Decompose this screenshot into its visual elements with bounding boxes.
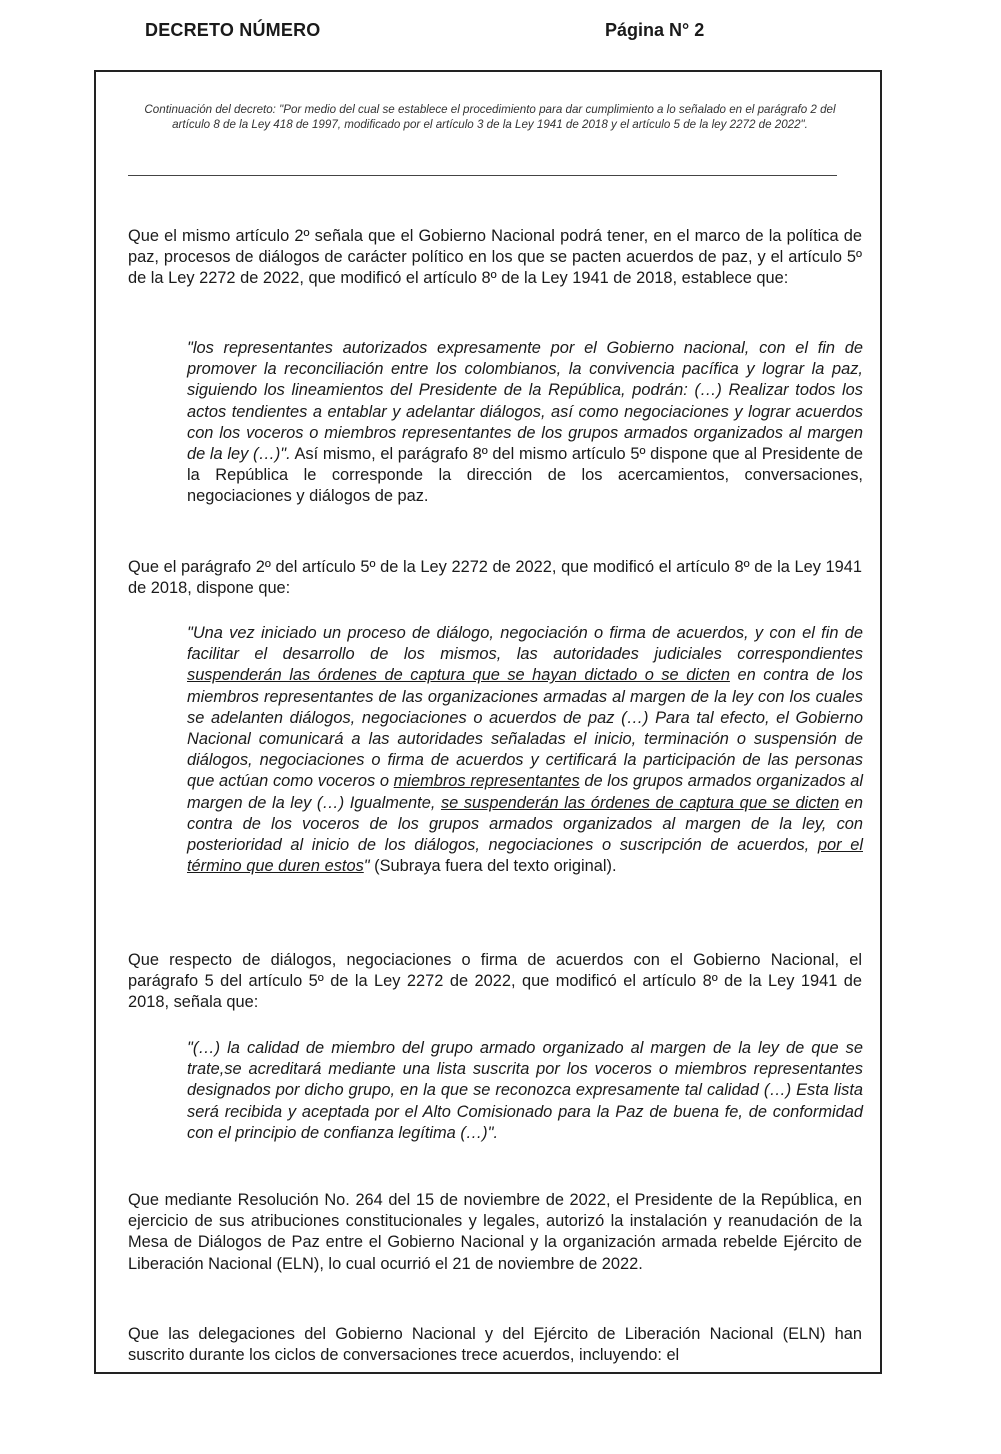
quote-3: "(…) la calidad de miembro del grupo armado organizado al margen de la ley de que se trate,se acreditará mediante una lista suscrita por los voceros o miembros representantes designados por dicho grupo, en la que se reconozca expresamente tal calidad (…) Esta lista será recibida y aceptada por el Alto Comisionado para la Paz de buena fe, de conformidad con el principio de confianza legítima (…)". bbox=[187, 1039, 863, 1142]
quote-2-part-3: de los grupos armados organizados al margen de la ley (…) Igualmente, bbox=[187, 772, 864, 812]
quote-2-underline-1: suspenderán las órdenes de captura que se hayan dictado o se dicten bbox=[187, 666, 730, 685]
quote-2-part-5: " bbox=[363, 857, 370, 876]
decree-number-label: DECRETO NÚMERO bbox=[145, 20, 321, 40]
continuation-note: Continuación del decreto: "Por medio del cual se establece el procedimiento para dar cumplimiento a lo señalado en el parágrafo 2 del artículo 8 de la Ley 418 de 1997, modificado por el artículo 3 de la Ley 1941 de 2018 y el artículo 5 de la ley 2272 de 2022". bbox=[144, 103, 836, 131]
quote-2-note: (Subraya fuera del texto original). bbox=[369, 857, 617, 876]
page-number-label: Página N° 2 bbox=[605, 20, 705, 40]
page-header bbox=[0, 20, 1001, 44]
quote-2-underline-4: por el término que duren estos bbox=[187, 836, 863, 876]
quote-2-part-1: "Una vez iniciado un proceso de diálogo, negociación o firma de acuerdos, y con el fin de facilitar el desarrollo de los mismos, las autoridades judiciales correspondientes bbox=[187, 624, 863, 664]
paragraph-3: Que respecto de diálogos, negociaciones o firma de acuerdos con el Gobierno Nacional, el parágrafo 5 del artículo 5º de la Ley 2272 de 2022, que modificó el artículo 8º de la Ley 1941 de 2018, señala que: bbox=[128, 951, 862, 1012]
quote-2-part-2: en contra de los miembros representantes de las organizaciones armadas al margen de la ley con los cuales se adelanten diálogos, negociaciones o acuerdos de paz (…) Para tal efecto, el Gobierno Nacional comunicará a las autoridades señaladas el inicio, terminación o suspensión de diálogos, negociaciones o firma de acuerdos y certificará la participación de las personas que actúan como voceros o bbox=[187, 666, 863, 791]
quote-2-underline-2: miembros representantes bbox=[393, 772, 580, 791]
quote-1-text: "los representantes autorizados expresamente por el Gobierno nacional, con el fin de promover la reconciliación entre los colombianos, la convivencia pacífica y lograr la paz, siguiendo los lineamientos del Presidente de la República, podrán: (…) Realizar todos los actos tendientes a entablar y adelantar diálogos, así como negociaciones y lograr acuerdos con los voceros o miembros representantes de los grupos armados organizados al margen de la ley (…)". bbox=[187, 339, 863, 464]
paragraph-5: Que las delegaciones del Gobierno Nacional y del Ejército de Liberación Nacional (ELN) han suscrito durante los ciclos de conversaciones trece acuerdos, incluyendo: el bbox=[128, 1325, 862, 1365]
quote-2-part-4: en contra de los voceros de los grupos armados organizados al margen de la ley, con posterioridad al inicio de los diálogos, negociaciones o suscripción de acuerdos, bbox=[187, 793, 864, 855]
quote-1 bbox=[187, 338, 863, 508]
paragraph-4: Que mediante Resolución No. 264 del 15 de noviembre de 2022, el Presidente de la República, en ejercicio de sus atribuciones constitucionales y legales, autorizó la instalación y reanudación de la Mesa de Diálogos de Paz entre el Gobierno Nacional y la organización armada rebelde Ejército de Liberación Nacional (ELN), lo cual ocurrió el 21 de noviembre de 2022. bbox=[128, 1191, 862, 1273]
separator-rule bbox=[128, 175, 837, 176]
quote-1-continuation: Así mismo, el parágrafo 8º del mismo artículo 5º dispone que al Presidente de la República le corresponde la dirección de los acercamientos, conversaciones, negociaciones y diálogos de paz. bbox=[187, 445, 863, 506]
quote-2 bbox=[187, 623, 863, 877]
quote-2-underline-3: se suspenderán las órdenes de captura que se dicten bbox=[440, 793, 840, 812]
paragraph-1: Que el mismo artículo 2º señala que el Gobierno Nacional podrá tener, en el marco de la política de paz, procesos de diálogos de carácter político en los que se pacten acuerdos de paz, y el artículo 5º de la Ley 2272 de 2022, que modificó el artículo 8º de la Ley 1941 de 2018, establece que: bbox=[128, 227, 862, 288]
paragraph-2: Que el parágrafo 2º del artículo 5º de la Ley 2272 de 2022, que modificó el artículo 8º de la Ley 1941 de 2018, dispone que: bbox=[128, 558, 862, 598]
